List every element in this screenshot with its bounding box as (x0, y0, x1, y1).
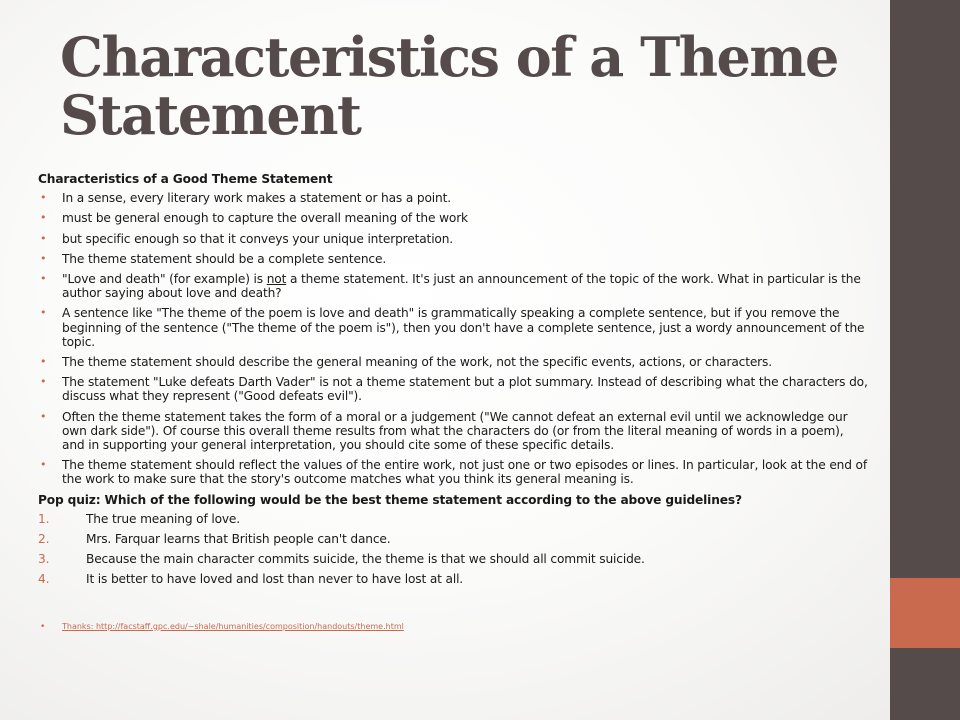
guideline-list (38, 191, 868, 486)
thanks-line (38, 622, 868, 632)
quiz-option (38, 532, 868, 546)
list-item: • The theme statement should describe the general meaning of the work, not the specific events, actions, or characters. (38, 355, 868, 369)
love-death-text-after: a theme statement. It's just an announcement of the topic of the work. What in particular is the author saying about love and death? (62, 272, 861, 301)
bullet-icon: • (40, 622, 46, 632)
love-death-text-before: "Love and death" (for example) is (62, 272, 267, 287)
quiz-option (38, 512, 868, 526)
list-item: • A sentence like "The theme of the poem is love and death" is grammatically speaking a complete sentence, but if you remove the beginning of the sentence ("The theme of the poem is"), then you don't have a complete sentence, just a wordy announcement of the topic. (38, 306, 868, 349)
quiz-option (38, 552, 868, 566)
option-number: 3. (38, 552, 50, 567)
list-item: • must be general enough to capture the overall meaning of the work (38, 211, 868, 225)
list-item: • The theme statement should reflect the values of the entire work, not just one or two episodes or lines. In particular, look at the end of the work to make sure that the story's outcome matches what you think its general meaning is. (38, 458, 868, 486)
list-item (38, 272, 868, 300)
list-item: • The theme statement should be a complete sentence. (38, 252, 868, 266)
slide-body (38, 172, 868, 593)
option-number: 4. (38, 572, 50, 587)
list-item: • but specific enough so that it conveys your unique interpretation. (38, 232, 868, 246)
quiz-options (38, 512, 868, 587)
love-death-underlined: not (266, 272, 287, 287)
sidebar-accent-block (890, 578, 960, 648)
list-item: • The statement "Luke defeats Darth Vader" is not a theme statement but a plot summary. Instead of describing what the characters do, discuss what they represent ("Good defeats evil"). (38, 375, 868, 403)
option-number: 1. (38, 511, 50, 526)
list-item: • In a sense, every literary work makes a statement or has a point. (38, 191, 868, 205)
list-item: • Often the theme statement takes the form of a moral or a judgement ("We cannot defeat an external evil until we acknowledge our own dark side"). Of course this overall theme results from what the characters do (or from the literal meaning of words in a poem), and in supporting your general interpretation, you should cite some of these specific details. (38, 410, 868, 453)
option-text: The true meaning of love. (86, 511, 241, 526)
option-number: 2. (38, 532, 50, 547)
quiz-prompt: Pop quiz: Which of the following would be the best theme statement according to the above guidelines? (38, 492, 742, 507)
option-text: Mrs. Farquar learns that British people can't dance. (86, 532, 391, 547)
source-link[interactable]: Thanks: http://facstaff.gpc.edu/~shale/humanities/composition/handouts/theme.html (62, 622, 404, 631)
option-text: It is better to have loved and lost than never to have lost at all. (86, 572, 464, 587)
slide-title: Characteristics of a Theme Statement (60, 25, 838, 147)
option-text: Because the main character commits suicide, the theme is that we should all commit suicide. (86, 552, 645, 567)
section-heading: Characteristics of a Good Theme Statement (38, 172, 333, 186)
quiz-option (38, 572, 868, 586)
